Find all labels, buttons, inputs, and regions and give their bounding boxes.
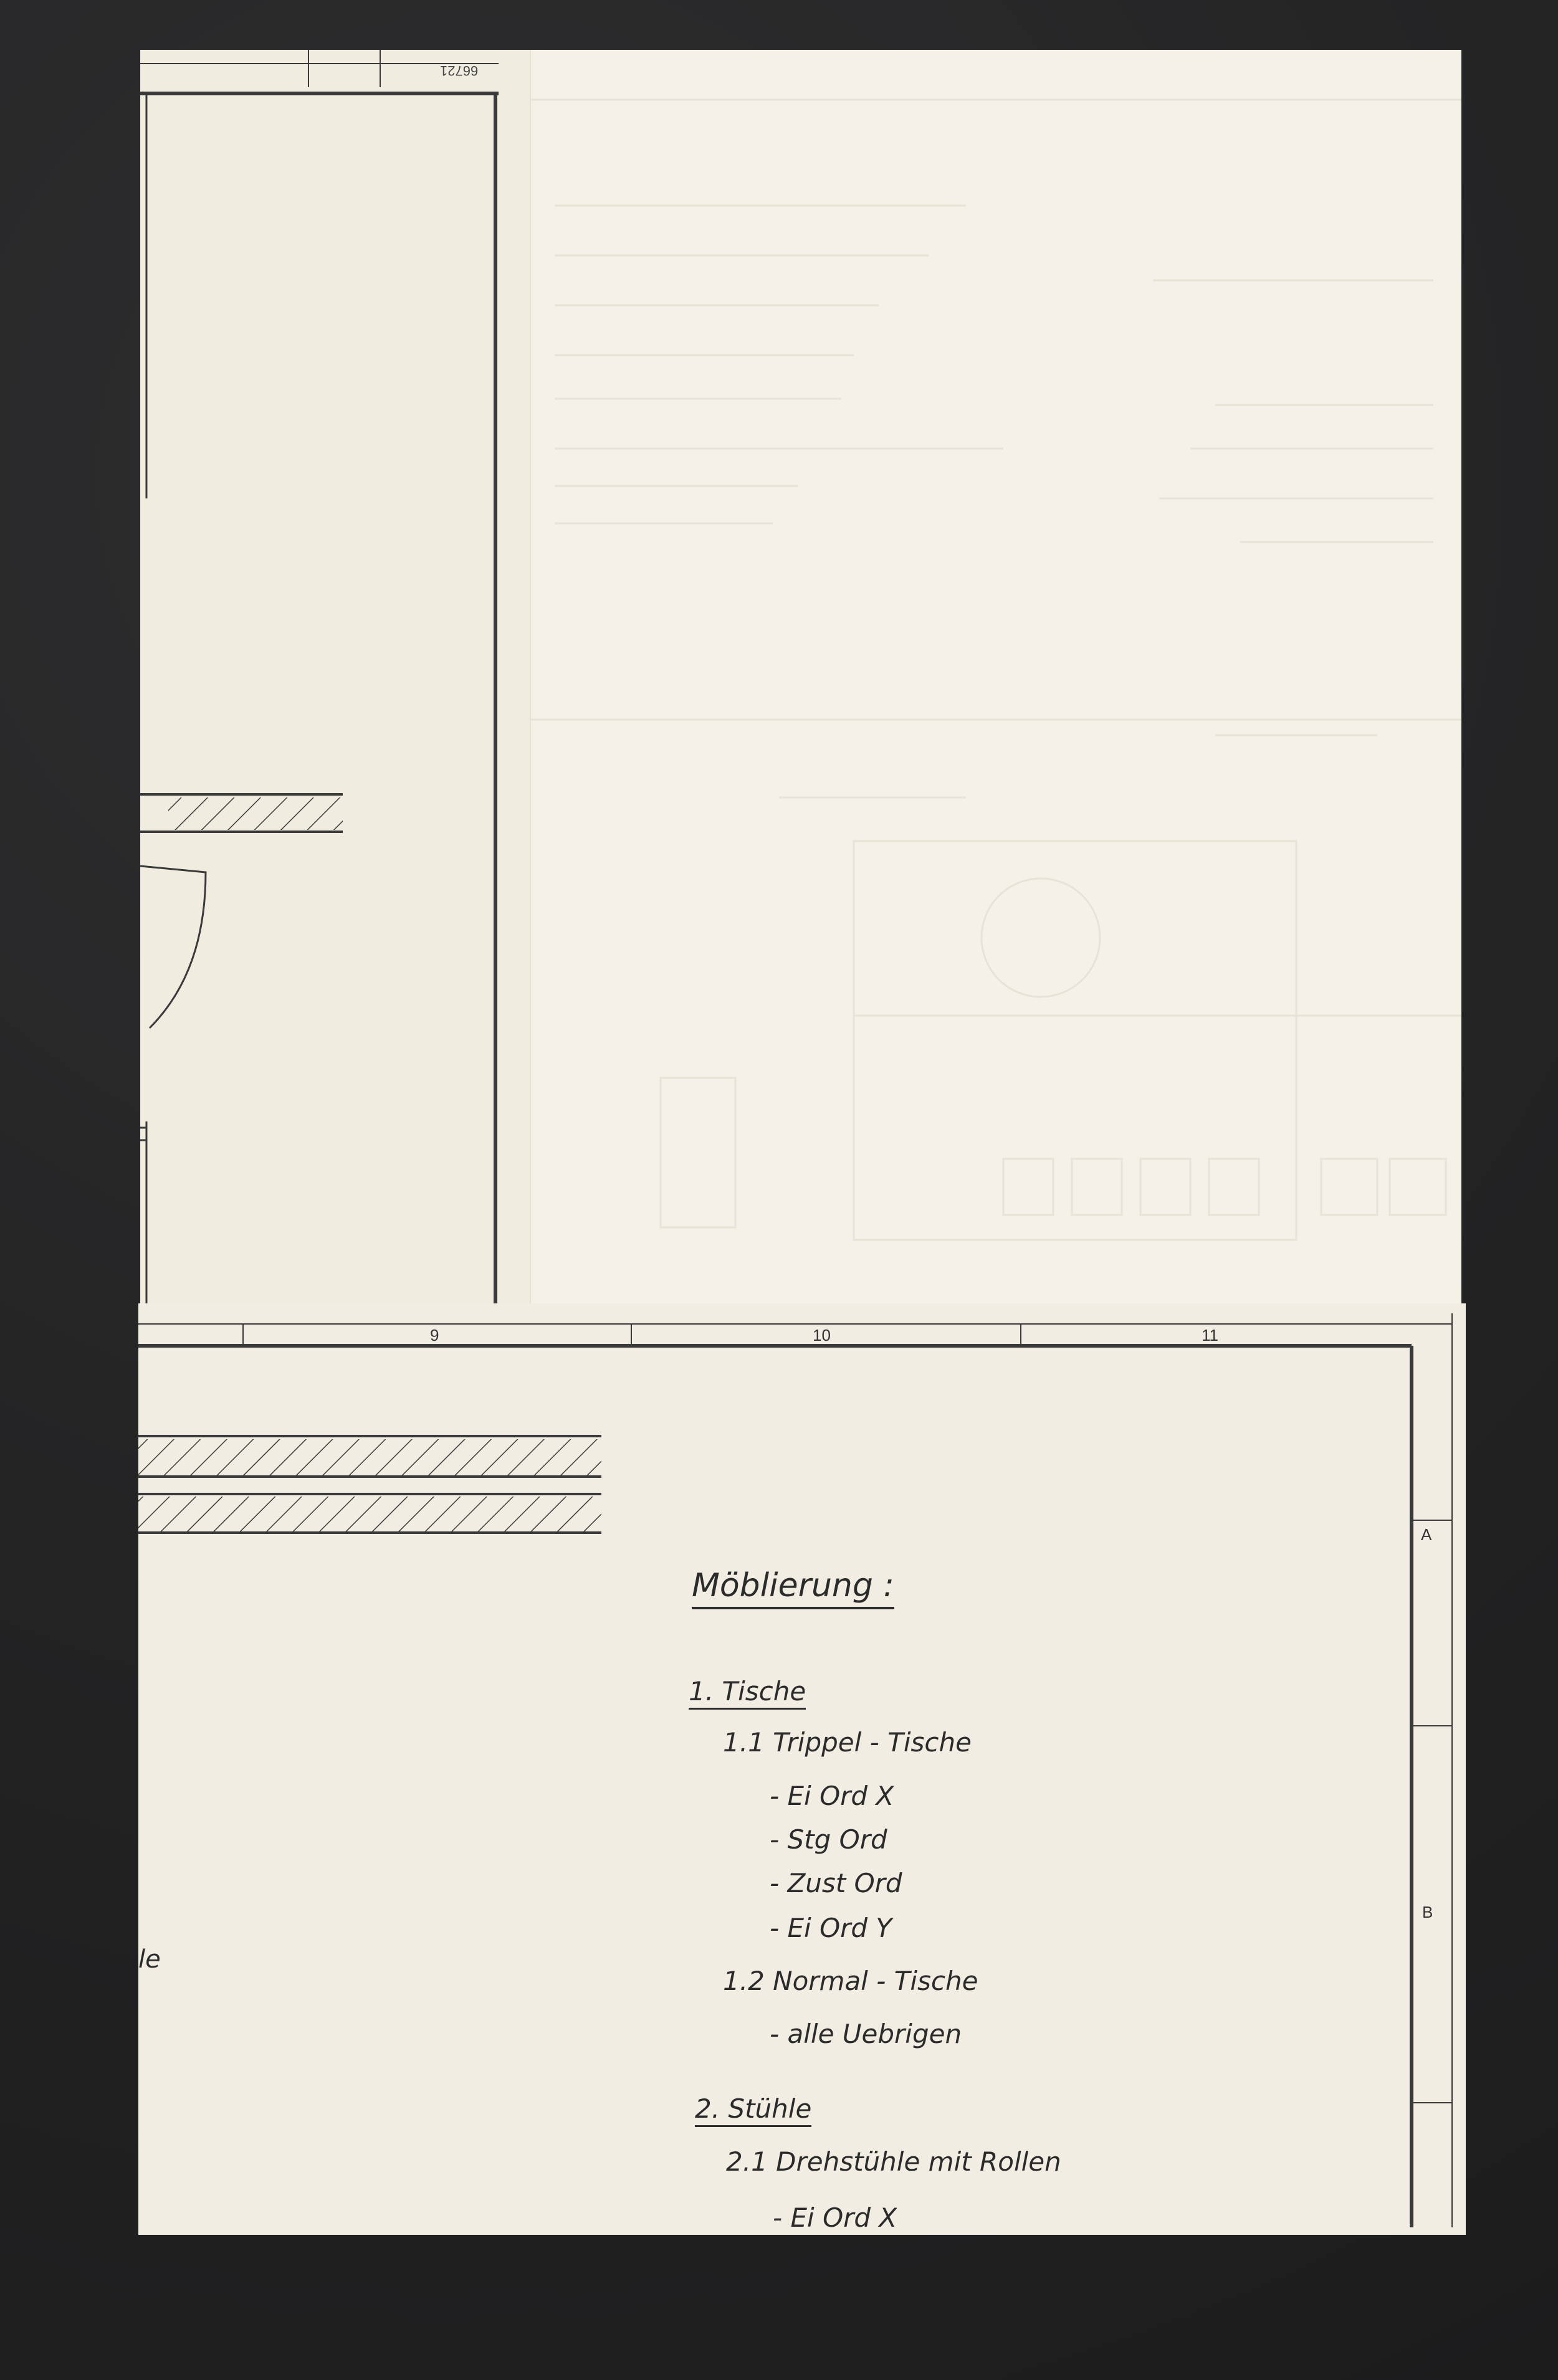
row-label-a: A (1421, 1525, 1432, 1544)
item-normal-tables: 1.2 Normal - Tische (723, 1966, 978, 1996)
section-chairs-title: 2. Stühle (695, 2093, 811, 2127)
drawing-number: 66721 (440, 63, 479, 79)
ruler-label-9: 9 (430, 1326, 439, 1345)
section-tables-title: 1. Tische (689, 1676, 806, 1710)
subitem: - Zust Ord (770, 1868, 902, 1898)
subitem: - Ei Ord Y (770, 1913, 892, 1943)
row-label-b: B (1422, 1903, 1433, 1921)
folded-drawing-sheet (140, 50, 531, 1321)
subitem: - Ei Ord X (773, 2202, 897, 2233)
show-through-drawing (530, 50, 1461, 1321)
subitem: - Stg Ord (770, 1824, 887, 1855)
furnishing-heading: Möblierung : (692, 1567, 894, 1609)
subitem: - Ei Ord X (770, 1781, 894, 1811)
ruler-label-10: 10 (813, 1326, 831, 1345)
subitem: - alle Uebrigen (770, 2019, 962, 2049)
item-swivel-chairs: 2.1 Drehstühle mit Rollen (726, 2146, 1061, 2177)
ruler-label-11: 11 (1202, 1326, 1218, 1345)
item-triple-tables: 1.1 Trippel - Tische (723, 1727, 972, 1758)
cut-off-text-fragment: le (138, 1945, 161, 1974)
